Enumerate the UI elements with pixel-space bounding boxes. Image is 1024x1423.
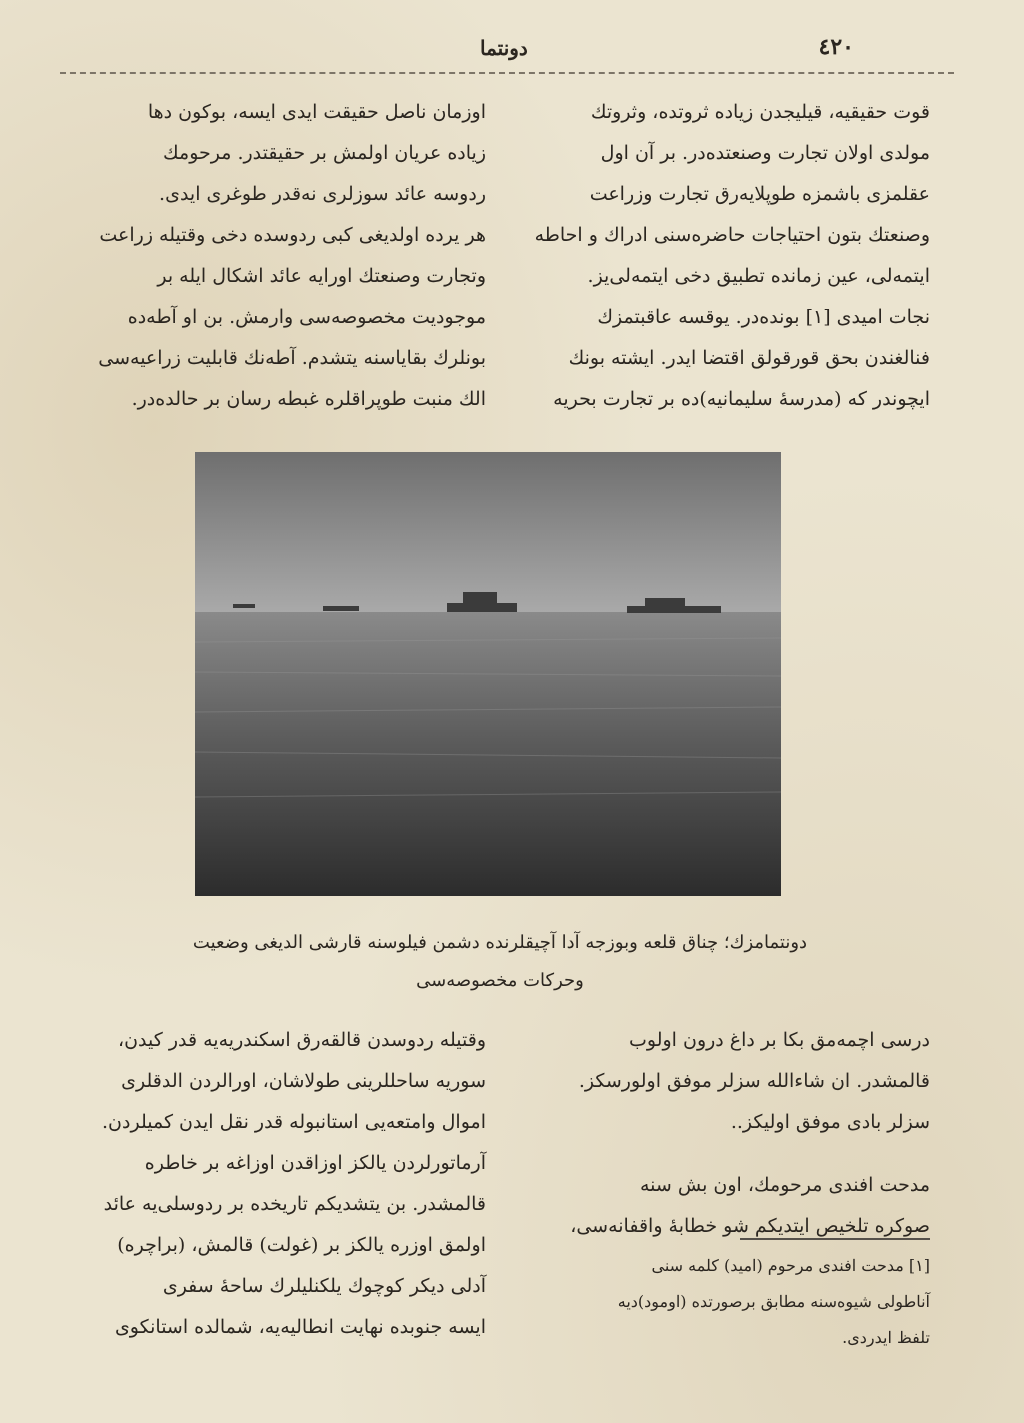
text-line: مدحت افندی مرحومك، اون بش سنه [640, 1174, 930, 1196]
running-title: دونتما [480, 36, 528, 60]
footnote-line: [١] مدحت افندی مرحوم (امید) کلمه‌ سنی [651, 1256, 930, 1275]
sky [195, 452, 781, 612]
text-line: ردوسه عائد سوزلری نه‌قدر طوغری ایدی. [159, 183, 486, 205]
footnote-line: تلفظ ایدردی. [842, 1328, 930, 1347]
text-line: هر یرده اولدیغی کبی ردوسده دخی وقتیله زراعت [99, 224, 486, 246]
text-line: ایتمه‌لی، عین زمانده تطبیق دخی ایتمه‌لی‌یز. [587, 265, 930, 287]
text-line: آرماتورلردن یالکز اوزاقدن اوزاغه بر خاطره [144, 1152, 486, 1174]
column-bottom-right [520, 1020, 930, 1247]
sea [195, 612, 781, 896]
text-line: مولدی اولان تجارت وصنعتده‌در. بر آن اول [600, 142, 930, 164]
text-line: سوریه ساحللرینی طولاشان، اورالردن الدقلری [121, 1070, 486, 1092]
text-line: آدلی دیکر کوچوك یلکنلیلرك ساحهٔ سفری [162, 1275, 486, 1297]
text-line: وقتیله ردوسدن قالقه‌رق اسکندریه‌یه قدر کیدن، [117, 1029, 486, 1051]
header-rule [60, 72, 954, 74]
text-line: سزلر بادی موفق اولیکز.. [730, 1111, 930, 1133]
column-top-right [520, 92, 930, 420]
text-line: زیاده عریان اولمش بر حقیقتدر. مرحومك [163, 142, 486, 164]
caption-line: وحرکات مخصوصه‌سی [416, 970, 584, 991]
footnote-line: آناطولی شیوه‌سنه مطابق برصورتده (اومود)دیه [617, 1292, 930, 1311]
text-line: اموال وامتعه‌یی استانبوله قدر نقل ایدن کمیلردن. [102, 1111, 486, 1133]
text-line: الك منبت طوپراقلره غبطه رسان بر حالده‌در. [131, 388, 486, 410]
text-line: بونلرك بقایاسنه یتشدم. آطه‌نك قابلیت زراعیه‌سی [98, 347, 486, 369]
text-line: وصنعتك بتون احتیاجات حاضره‌سنی ادراك و احاطه [534, 224, 930, 246]
caption-line: دونتمامزك؛ چناق قلعه وبوزجه آدا آچیقلرنده دشمن فیلوسنه قارشی الدیغی وضعیت [192, 932, 808, 953]
footnote-rule [740, 1238, 930, 1240]
footnote [520, 1248, 930, 1356]
text-line: ایسه جنوبده نهایت انطالیه‌یه، شمالده استانکوی [114, 1316, 486, 1338]
text-line: اولمق اوزره یالکز بر (غولت) قالمش، (براچره) [117, 1234, 486, 1256]
text-line: قوت حقیقیه، قیلیجدن زیاده ثروتده، وثروتك [590, 101, 930, 123]
text-line: قالمشدر. بن یتشدیکم تاریخده بر ردوسلی‌یه عائد [103, 1193, 486, 1215]
page-number: ٤٢٠ [818, 34, 854, 60]
text-line: وتجارت وصنعتك اورایه عائد اشکال ایله بر [157, 265, 486, 287]
text-line: اوزمان ناصل حقیقت ایدی ایسه، بوكون دها [147, 101, 486, 123]
text-line: صوکره تلخیص ایتدیکم شو خطابهٔ واقفانه‌سی، [570, 1215, 930, 1237]
column-top-left [66, 92, 486, 420]
text-line: درسی اچمه‌مق بكا بر داغ درون اولوب [629, 1029, 930, 1051]
text-line: ایچوندر که (مدرسهٔ سلیمانیه)ده بر تجارت بحریه [553, 388, 930, 410]
ships-at-sea-photo [195, 452, 781, 896]
text-line: نجات امیدی [١] بونده‌در. یوقسه عاقبتمزك [597, 306, 930, 328]
text-line: موجودیت مخصوصه‌سی وارمش. بن او آطه‌ده [127, 306, 486, 328]
text-line: قالمشدر. ان شاءالله سزلر موفق اولورسکز. [578, 1070, 930, 1092]
text-line: عقلمزی باشمزه طوپلایه‌رق تجارت وزراعت [589, 183, 930, 205]
page-header [60, 30, 964, 70]
column-bottom-left [66, 1020, 486, 1348]
photo-caption [150, 924, 850, 1000]
text-line: فنالغندن بحق قورقولق اقتضا ایدر. ایشته بونك [568, 347, 930, 369]
